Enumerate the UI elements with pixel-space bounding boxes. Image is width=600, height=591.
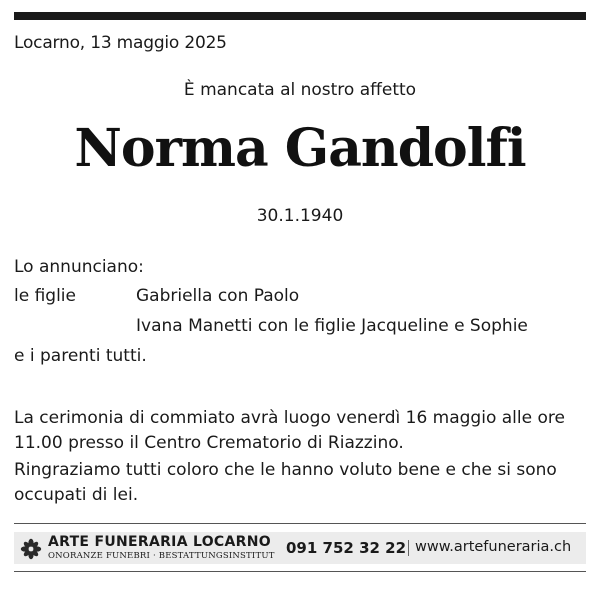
footer-separator	[408, 540, 409, 556]
footer-bottom-rule	[14, 571, 586, 572]
funeral-home-banner	[14, 532, 586, 564]
top-border-rule	[14, 12, 586, 20]
intro-line: È mancata al nostro affetto	[183, 80, 417, 100]
ceremony-paragraph: La cerimonia di commiato avrà luogo venerdì 16 maggio alle ore 11.00 presso il Centro Crematorio di Riazzino.	[14, 408, 565, 453]
funeral-home-subtitle: ONORANZE FUNEBRI · BESTATTUNGSINSTITUT	[48, 551, 275, 561]
announcement-line: Gabriella con Paolo	[136, 286, 300, 306]
announcement-line: Ivana Manetti con le figlie Jacqueline e Sophie	[136, 316, 528, 336]
funeral-home-name: ARTE FUNERARIA LOCARNO	[48, 534, 271, 550]
funeral-home-phone: 091 752 32 22	[286, 539, 407, 557]
funeral-home-website: www.artefuneraria.ch	[415, 539, 572, 555]
place-date: Locarno, 13 maggio 2025	[14, 33, 227, 53]
footer-top-rule	[14, 523, 586, 524]
thanks-paragraph: Ringraziamo tutti coloro che le hanno voluto bene e che si sono occupati di lei.	[14, 460, 557, 505]
flower-icon	[20, 538, 42, 560]
birth-date: 30.1.1940	[256, 206, 344, 226]
deceased-name: Norma Gandolfi	[74, 118, 526, 179]
announcement-heading: Lo annunciano:	[14, 257, 144, 277]
announcement-label-daughters: le figlie	[14, 286, 76, 306]
announcement-relatives: e i parenti tutti.	[14, 346, 147, 366]
